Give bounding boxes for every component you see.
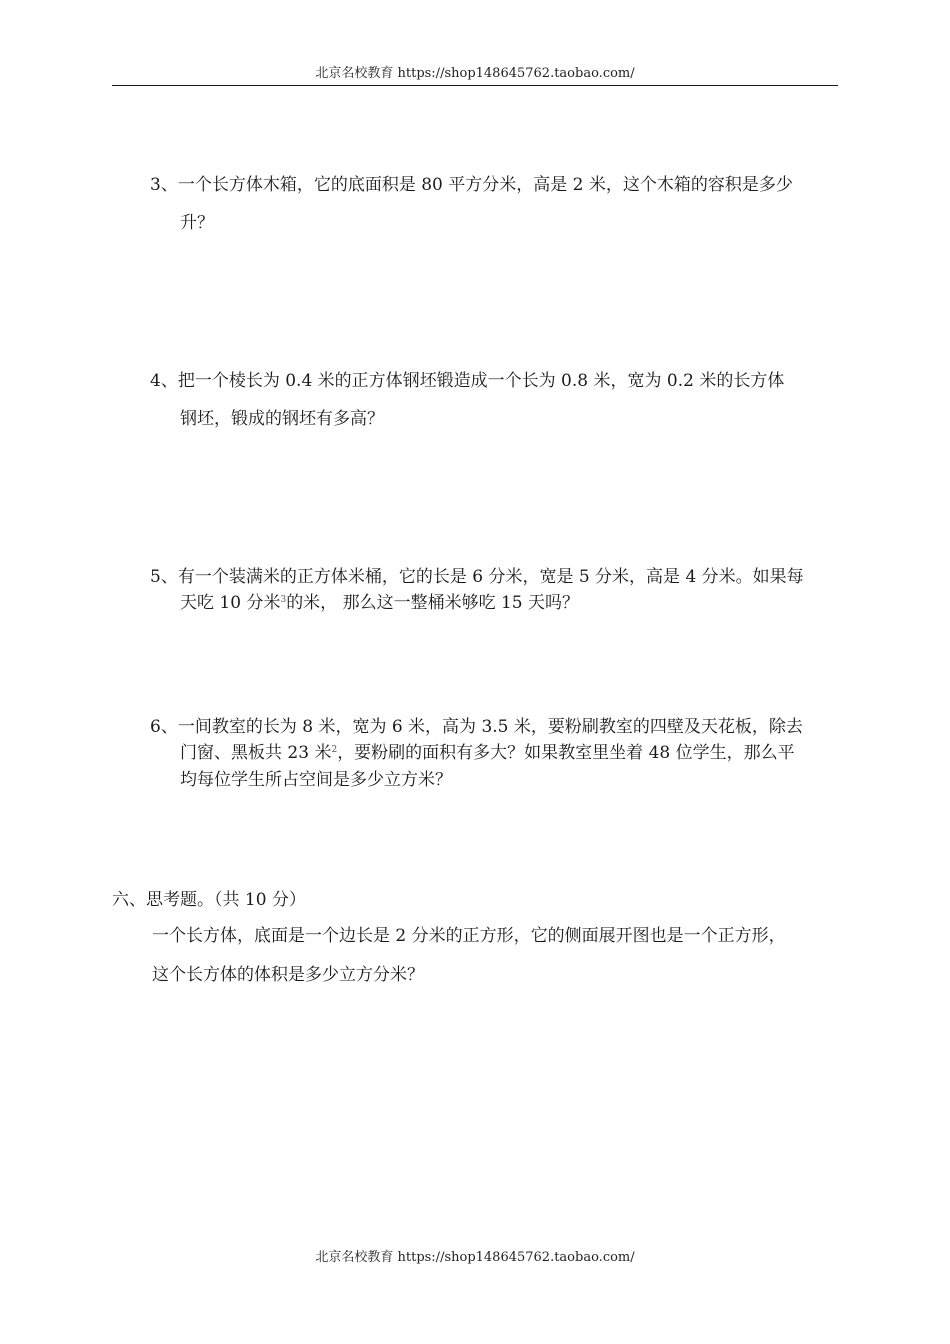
question-6-line-2-text-a: 门窗、黑板共 23 米 (180, 743, 332, 763)
square-superscript: 2 (331, 745, 338, 755)
question-3-line-2: 升？ (180, 213, 214, 233)
header-divider (112, 85, 838, 86)
cubic-superscript: 3 (280, 595, 287, 605)
question-5-line-2 (180, 592, 579, 614)
question-6-line-3: 均每位学生所占空间是多少立方米？ (180, 770, 452, 790)
section-6-title: 六、思考题。（共 10 分） (112, 890, 306, 910)
page-footer: 北京名校教育 https://shop148645762.taobao.com/ (315, 1250, 635, 1265)
section-6-line-2: 这个长方体的体积是多少立方分米？ (152, 965, 424, 985)
question-6-line-2-text-b: ，要粉刷的面积有多大？如果教室里坐着 48 位学生，那么平 (337, 743, 795, 763)
question-5-line-2-text-b: 的米， 那么这一整桶米够吃 15 天吗？ (286, 593, 580, 613)
question-5-line-1: 5、有一个装满米的正方体米桶，它的长是 6 分米，宽是 5 分米，高是 4 分米。如果每 (150, 567, 804, 587)
question-6-line-2 (180, 742, 795, 764)
question-5-line-2-text-a: 天吃 10 分米 (180, 593, 281, 613)
question-3-line-1: 3、一个长方体木箱，它的底面积是 80 平方分米，高是 2 米，这个木箱的容积是多少 (150, 175, 793, 195)
page-header: 北京名校教育 https://shop148645762.taobao.com/ (315, 66, 635, 81)
question-6-line-1: 6、一间教室的长为 8 米，宽为 6 米，高为 3.5 米，要粉刷教室的四壁及天花板，除去 (150, 717, 803, 737)
question-4-line-2: 钢坯，锻成的钢坯有多高？ (180, 409, 384, 429)
question-4-line-1: 4、把一个棱长为 0.4 米的正方体钢坯锻造成一个长为 0.8 米，宽为 0.2 米的长方体 (150, 371, 785, 391)
section-6-line-1: 一个长方体，底面是一个边长是 2 分米的正方形，它的侧面展开图也是一个正方形， (152, 926, 786, 946)
